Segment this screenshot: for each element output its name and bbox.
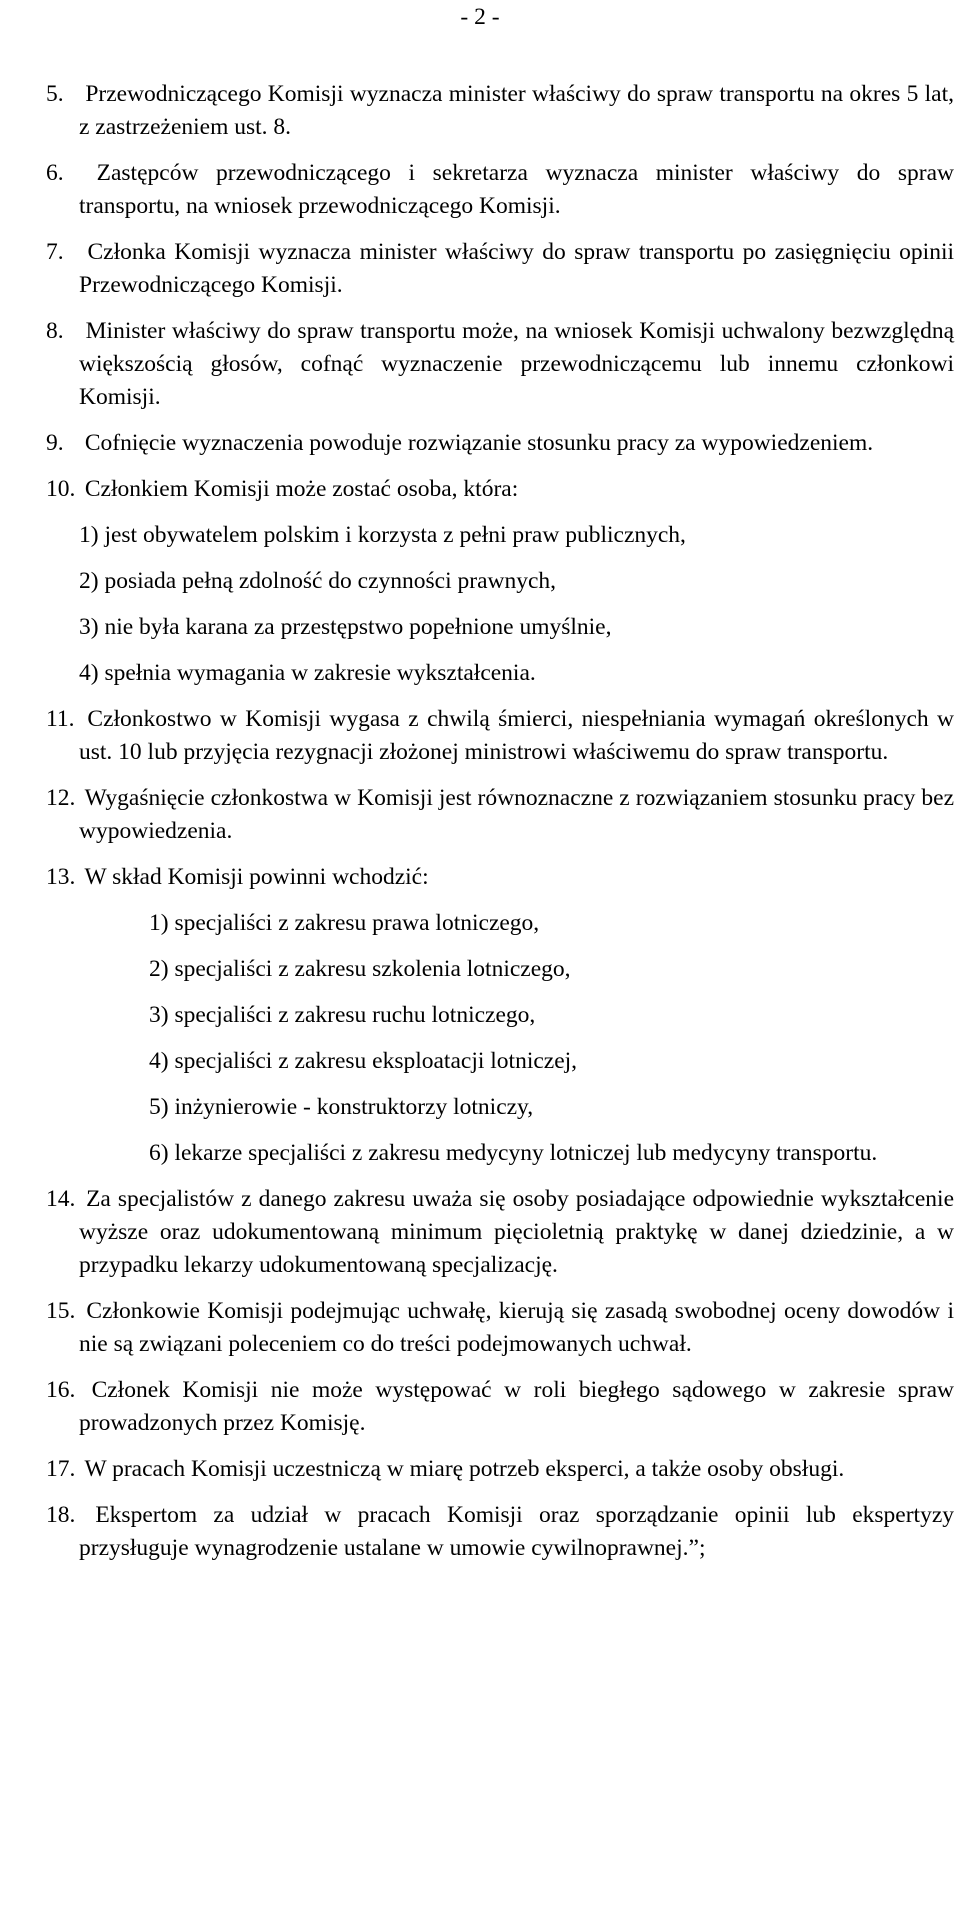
list-item-text: 3) specjaliści z zakresu ruchu lotniczego, xyxy=(149,1002,536,1028)
paragraph-5 xyxy=(46,78,954,144)
paragraph-number: 10. xyxy=(46,476,76,502)
paragraph-text: W pracach Komisji uczestniczą w miarę potrzeb eksperci, a także osoby obsługi. xyxy=(84,1456,845,1482)
paragraph-10 xyxy=(46,473,954,506)
paragraph-6 xyxy=(46,157,954,223)
list-item-text: 6) lekarze specjaliści z zakresu medycyny lotniczej lub medycyny transportu. xyxy=(149,1140,878,1166)
list-item xyxy=(46,1137,954,1170)
paragraph-text: Członkiem Komisji może zostać osoba, która: xyxy=(84,476,519,502)
list-item xyxy=(46,907,954,940)
paragraph-number: 18. xyxy=(46,1502,76,1528)
paragraph-number: 8. xyxy=(46,318,64,344)
paragraph-16 xyxy=(46,1374,954,1440)
paragraph-text: W skład Komisji powinni wchodzić: xyxy=(84,864,429,890)
list-item: 1) jest obywatelem polskim i korzysta z pełni praw publicznych, xyxy=(79,522,686,548)
paragraph-number: 12. xyxy=(46,785,76,811)
paragraph-13 xyxy=(46,861,954,894)
paragraph-15 xyxy=(46,1295,954,1361)
paragraph-12 xyxy=(46,782,954,848)
paragraph-number: 13. xyxy=(46,864,76,890)
paragraph-text: Członkowie Komisji podejmując uchwałę, kierują się zasadą swobodnej oceny dowodów i nie są związani poleceniem co do treści podejmowanych uchwał. xyxy=(79,1298,954,1357)
paragraph-text: Przewodniczącego Komisji wyznacza minister właściwy do spraw transportu na okres 5 lat, z zastrzeżeniem ust. 8. xyxy=(79,81,955,140)
paragraph-number: 14. xyxy=(46,1186,76,1212)
list-item-text: 5) inżynierowie - konstruktorzy lotniczy, xyxy=(149,1094,534,1120)
paragraph-17 xyxy=(46,1453,954,1486)
list-item xyxy=(46,1045,954,1078)
paragraph-number: 5. xyxy=(46,81,64,107)
list-item xyxy=(46,953,954,986)
paragraph-8 xyxy=(46,315,954,414)
paragraph-9 xyxy=(46,427,954,460)
paragraph-number: 11. xyxy=(46,706,75,732)
list-item-text: 2) specjaliści z zakresu szkolenia lotniczego, xyxy=(149,956,571,982)
paragraph-text: Zastępców przewodniczącego i sekretarza wyznacza minister właściwy do spraw transportu, na wniosek przewodniczącego Komisji. xyxy=(79,160,955,219)
list-item: 3) nie była karana za przestępstwo popełnione umyślnie, xyxy=(79,614,612,640)
document-body xyxy=(0,78,960,1578)
paragraph-text: Minister właściwy do spraw transportu może, na wniosek Komisji uchwalony bezwzględną większością głosów, cofnąć wyznaczenie przewodniczącemu lub innemu członkowi Komisji. xyxy=(79,318,954,410)
list-item xyxy=(46,999,954,1032)
paragraph-text: Cofnięcie wyznaczenia powoduje rozwiązanie stosunku pracy za wypowiedzeniem. xyxy=(84,430,874,456)
paragraph-number: 9. xyxy=(46,430,64,456)
paragraph-number: 7. xyxy=(46,239,64,265)
paragraph-number: 15. xyxy=(46,1298,76,1324)
list-item xyxy=(46,1091,954,1124)
list-item: 2) posiada pełną zdolność do czynności prawnych, xyxy=(79,568,557,594)
paragraph-number: 6. xyxy=(46,160,64,186)
paragraph-7 xyxy=(46,236,954,302)
paragraph-number: 16. xyxy=(46,1377,76,1403)
paragraph-text: Za specjalistów z danego zakresu uważa się osoby posiadające odpowiednie wykształcenie wyższe oraz udokumentowaną minimum pięcioletnią praktykę w danej dziedzinie, a w przypadku lekarzy udokumentowaną specjalizację. xyxy=(79,1186,955,1278)
list-item-text: 1) specjaliści z zakresu prawa lotniczego, xyxy=(149,910,540,936)
paragraph-11 xyxy=(46,703,954,769)
paragraph-number: 17. xyxy=(46,1456,76,1482)
paragraph-18 xyxy=(46,1499,954,1565)
page-number: - 2 - xyxy=(460,4,500,30)
paragraph-text: Wygaśnięcie członkostwa w Komisji jest równoznaczne z rozwiązaniem stosunku pracy bez wypowiedzenia. xyxy=(79,785,955,844)
paragraph-14 xyxy=(46,1183,954,1282)
list-item: 4) spełnia wymagania w zakresie wykształcenia. xyxy=(79,660,536,686)
paragraph-text: Członkostwo w Komisji wygasa z chwilą śmierci, niespełniania wymagań określonych w ust. 10 lub przyjęcia rezygnacji złożonej ministrowi właściwemu do spraw transportu. xyxy=(79,706,955,765)
paragraph-text: Członek Komisji nie może występować w roli biegłego sądowego w zakresie spraw prowadzonych przez Komisję. xyxy=(79,1377,955,1436)
paragraph-text: Ekspertom za udział w pracach Komisji oraz sporządzanie opinii lub ekspertyzy przysługuje wynagrodzenie ustalane w umowie cywilnoprawnej.”; xyxy=(79,1502,954,1561)
paragraph-text: Członka Komisji wyznacza minister właściwy do spraw transportu po zasięgnięciu opinii Przewodniczącego Komisji. xyxy=(79,239,955,298)
list-item-text: 4) specjaliści z zakresu eksploatacji lotniczej, xyxy=(149,1048,578,1074)
